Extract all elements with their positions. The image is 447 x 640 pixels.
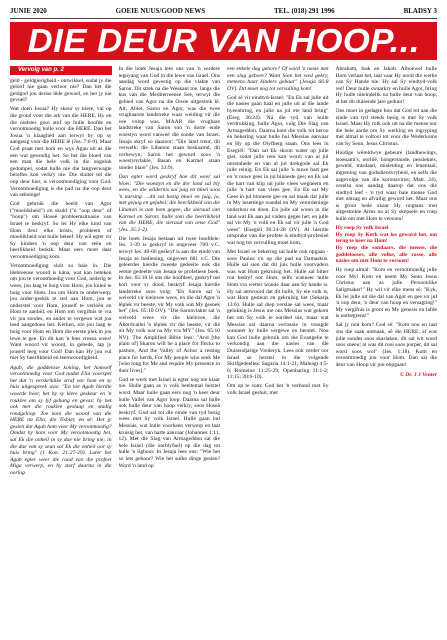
paragraph: Hy roep Sy volk Israel Hy roep Sy Kerk wat los geword het, om terug te keer na Hom! Hy roep die sondaars, die mense, die goddelooses, alle volke, alle rasse, alle nasies om met Hom te versoen! [335,225,437,265]
paragraph: Verootmoediging sluit so baie in. Die Hebreeuse woord is kâna, wat kan beteken om jou te verootmoedig voor God, nederig te wees, jou laag te buig voor Hom, jou knieë te buig voor Hom. Jou om Hom te onderwerp; jou onder-geskik te stel aan Hom, jou te onderstel voor Hom, jouself te verloën en Hom te aanbid, en Hom om vergifnis te vra vir jou sondes, en ander te vergewe wat jou leed aangedoen het. Kerken, om jou laag te buig voor Hom en Hom die eerste plek in jou lewe te gee. En dit kan 'n fees vreesa wees! Want woord vir woord, in gebede, tap jy jouself leeg voor God! Dan kan Hy jou vul met Sy heerlikheid en teenwoordigheid. [10,263,112,362]
paragraph: Sal jy nóú kom? God sê: "Kom nou en laat ons die saak uitmaak, sê die HERE; al was julle sondes soos skarlaken, dit sal wit word soos sneeu; al was dit rooi soos purper, dit sal word soos wol" (Jes. 1:18). Kom en verootmoedig jou voor Hom. Dan sal die deur van Hoop vir jou oopgaan! [335,322,437,369]
paragraph: Agab, die goddelose koning, het homself verootmoedig voor God nadat Elia voorspel het dat 'n verskriklike straf oor hom en sy huis uitgespreek was: "En toe Agab hierdie woorde hoor, het hy sy klere geskeur en 'n rouklee om sy lyf gehang en gevas; hy het ook met die rouklee geslaap en stadig rondgeloop. Toe kom die woord van die HERE na Elia, die Tisbiet, en sê: Het jy gesien dat Agab hom voor My verootmoedig? Omdat hy hom voor My verootmoedig het, sal Ek die onheil in sy dae nie bring nie; in die dae van sy seun sal Ek die onheil oor sy huis bring" (1 Kon. 21:27-29). Later het Agab egter weer die raad van die profeet Miga verwerp, en hy sterf daarna in die oorlog. [10,364,112,477]
paragraph: geld - geldgierigheid - ontwikkel, sodat jy die geloof nie gaan verloor nie? Dan het die geldgod jou derise lêde gewoel, en het jy nie gevoel? [10,77,112,104]
continued-label: Vervolg van p. 2 [10,66,112,75]
header-telephone: TEL. (018) 291 1996 [274,7,335,15]
page-header [10,6,437,16]
paragraph: Om op te som: God het 'n verbond met Sy volk Israel gesluit, met [227,383,329,396]
paragraph: Dan egter word geskryf hoe dit weer sal bloei: "Die woestyn en die dor land sal bly wees, en die wildernis sal juig en bloei soos 'n narsing. ...dit sal lustig bloei en juig, ja, met gejuig en gejubel; die heerlikheid van die Libanon is aan hom gegee, die sieraad van Karmel en Saron; hulle sien die heerlikheid van die HERE, die sieraad van onse God" (Jes. 35:1-2). [118,174,220,233]
paragraph: Abraham, Isak en Jakob. Alhoewel hulle Hom verlaat het, laat vaar Hy nooit die werke van Sy Hande nie. Hy sal Sy eindtyd-volk red! Deur hulle swaarkry en hulle Agor, bring Hy hulle uiteindelik na hulle deur van hoop, al het dit duisende jare geduur! [335,66,437,105]
header-page-number: BLADSY 3 [403,7,437,15]
paragraph: God se werk met Israel is egter nog nie klaar nie. Hulle gaan as 'n volk heeltemal herstel word. Maar hulle gaan eers nog 'n keer deur hulle Vallei van Agor loop. Daarna sal hulle ook hulle deur van hoop verkry, soos Hoseä beskryf. God sal tot die einde van tyd besig wees met Sy volk Israel. Hulle gaan hul Messias, wat hulle voorheen verwerp en laat kruisig het, van harte aanvaar (Johannes 1:11, 12). Met die Slag van Armageddon sal die hele Israel (die oorblyfsel) op die dag tot hulle 'n lighoor. In Jesaja lees ons: "Wie het so iets gehoor? Wie het sulke dinge gesien? Word 'n land op [118,376,220,469]
author-signoff: © Dr. J J Venter [399,371,437,378]
paragraph: Wat doen Josua? Hy skeur sy klere, val op die grond voor die ark van die HERE. Hy en die oudstes gooi stof op hulle hoofde en verootmoedig hulle voor die HERE. Dan het Josua 'n klaaglied aan terwyl hy op sy aangesig voor die HERE lê (Jos. 7:6-9). Maar God praat met hom en wys Agan uit as die een wat gesondig het. So het die bloed van een man die hele volk in die ongeluk gedompel, sodat hulle nie die langverwagte beloftes kon verkry nie. Die sluiter tot die oop deur hier, is verootmoediging voor God. Verootmoediging is die pad na die oop deur van seëninge! [10,106,112,199]
header-rule [10,18,437,19]
header-date: JUNIE 2020 [10,7,47,15]
paragraph: Ons moet in gedagte hou dat God tot aan die einde van tyd steeds besig is met Sy volk Israel. Maar Hy rolk ook uit na die mense oor die hele aarde om Sy werking en ingryping met almal te voltooi tot voor die Wederkoms van Sy Seun, Jesus Christus. [335,108,437,148]
title-banner [10,22,437,60]
column-4 [336,66,438,636]
paragraph: God sê vir eindtyd-Israel: "En Ek sal julle uit die nasies gaan haal en julle uit al die lande byeenbring, en julle na jul eie land bring" (Eseg 36:24). Ná die tyd van hulle verdrukking, hulle Agor, volg Die Slag van Armageddon. Daarna kom die volk tot berou en bekering waar hulle hul Messias aanvaar en Hy op die Olyfberg staan. Ons lees in Esegiël: "Dan sal Ek skoon water op julle giet, sodat julle rein kan word; van al jul onreinhede en van al jul drekgode sal Ek julle reinig. En Ek sal julle 'n nuwe hart gee en 'n nuwe gees in jul binneste gee; en Ek sal die hart van klip uit julle vlees wegneem en julle 'n hart van vlees gee. En Ek sal My Gees in jul binneste gee en sal maak dat julle in My insettinge wandel en My verordeninge onderhou en doen. En julle sal woon in die land wat Ek aan jul vaders gegee het; en julle sal vir My 'n volk en Ek sal vir julle 'n God wees" (Esegiël 36:24-28 OV). Al hierdie uitsprake van die profete is eindtyd-profesieë wat nog tot vervulling moet kom. [227,94,329,246]
paragraph: Met Israel se bekering sal hulle ook opgaan - soos Paulus s'n op die pad na Damaskus. Hulle sal sien dat dit juis hulle voorvaders was wat Hom gekruisig het. Hulle sal bitter rou bedryf oor Hom, selfs wanneer hulle Hom vra wetter wonde daar aan Sy hande is. Hy sal antwoord dat dit hulle, Sy eie volk is, wat Hom gesteun en gekruisig het (Sekarja 13:6). Hulle sal diep verslae sal wees, maar gelukkig is Jesus nie ons Messias wat gekom het om Sy volk te oordeel nie, maar wat Messias sal daarna verrassie in vreugde wanneer hy hulle vergewe en herstel. Nou kan God hulle gebruik om die Evangelie te verkondig aan die nasies van die Duisendjarige Vrederyk. Lees ook verder oor Israel se herstel in die volgende Skrifgedeeltes: Sagaria 14:1-21; Maleagi 4:5-6; Romeine 11:25-29; Openbaring 11:1-2; 11:15; 20:6-10). [227,249,329,381]
paragraph: Hy roep almal: "Kom en verootmoedig julle voor My! Kom en neem My Seun Jesus Christus aan as julle Persoonlike Saligmaker!" Hy wil vir elke mens sê: "Kyk, Ek lei julle uit die dal van Agor en gee vir jul 'n oop deur, 'n deur van hoop en versagting!" My vergifnis is groot en My genesis en lafde is ontbegrens!" [335,267,437,320]
article-columns [10,66,437,636]
article-title: DIE DEUR VAN HOOP... [27,22,420,59]
paragraph: God gebruik die beeld van Agor ("moeilikheid") en skuld ("n "oop deur" of "hoop") om Hoseë probleemsituasie van Israel te beskryf. So lei Hy elke kind van Hom deur elke krisis, probleem of moeilikheid wat hulle beleef. Hy wil egter vir Sy kinders 'n oop deur van seën en heerlikheid beskik. Maar eers moet daar verootmoediging kom. [10,201,112,261]
column-3 [227,66,329,636]
header-paper-name: GOEIE NUUS/GOOD NEWS [115,7,206,15]
paragraph: Die boek Jesaja bestaan uit twee hoofdele: Jes. 1-39 is geskryf in ongeveer 700 v.C. terwyl Jes. 40-66 geskryf is aan die einde van Jesaja se bediening, ongeveer 681 v.C. Die geleerdes hierdie tweede gedeelte ook die eerste gedeelte van Jesaja se profetiese boek. In Jes. 65:10 lê ons die hoofdeel, geskryf net kort voor sy dood, beskryf Jesaja hierdie landstreke soos volg: "En Saron sal 'n weiveld vir kleinvee wees, en die dal Agor 'n lêplek vir beeste, vir My volk wat My gesoek het" (Jes. 65:10 OV). "Die Saronvlakte sal 'n weiveld wees vir die kleinvee, die Akordvallei 'n lêplek vir die beeste, vir dié uit My volk wat na My vra MY" (Jes. 65:10 NV). The Amplified Bible lees: "And [the plain of] Sharon will be a place for flocks to pasture, And the Valley of Achor a resting place for herds, For My people who seek Me [who long for Me and require My presence in their lives]." [118,235,220,374]
paragraph: Huidige wêreldwye gebeure (landbewings, tsoenami's, oorlôë, hongersnode, pessiektes, geweld, misdaad, misleiding en leuentaal, ingrening van godsdiensvryheid, en selfs die nagevolge van die koronavirus; Matt. 24), vereisa ons aandag daarop dat ons die eindtyd leef - 'n tyd waar baie mense God met ontsag en afvallig geword het. Maar ons is groot hede skaar Hy nogtans met uitgestrekte Arms na al Sy skepsele en roep hulle om met Hom te versoen! [335,150,437,223]
paragraph: In die boek Jesaja lees ons van 'n verdere tegnyang van God in die lewe van Israel. Ons aandag word gevestig op die vlakte van Saron. Dit strek na die Weskant toe, langs die kus van die Mediterreense See, terwyl die gebied van Agor na die Ooste uitgestrek lê. Ait, Ablet, Saron en Agor, was die twee vrugbaarste landstreke waar weiding vir die vee volop was. MAAR die vrugbare landstreke van Saron sou 'n dorre ende woestyn word vanweë die sonde van Israel. Jesaja skryf so daaroor: "Die land treur, dit verwelk; die Libanon staan beskaamd, dit verhewyn; Saron het geword soos 'n woestynvlakte, Basan en Karmel staan sonder blare" (Jes. 33:9). [118,66,220,171]
column-2 [119,66,221,636]
column-1 [10,66,112,636]
paragraph: een enkele dag gebore? Of word 'n nasie met een slag gebore? Want Sion het wed gekry, meteens haar kinders gebaar" (Jesaja 66:8 OV). Dit moet nog tot vervulling kom! [227,66,329,92]
